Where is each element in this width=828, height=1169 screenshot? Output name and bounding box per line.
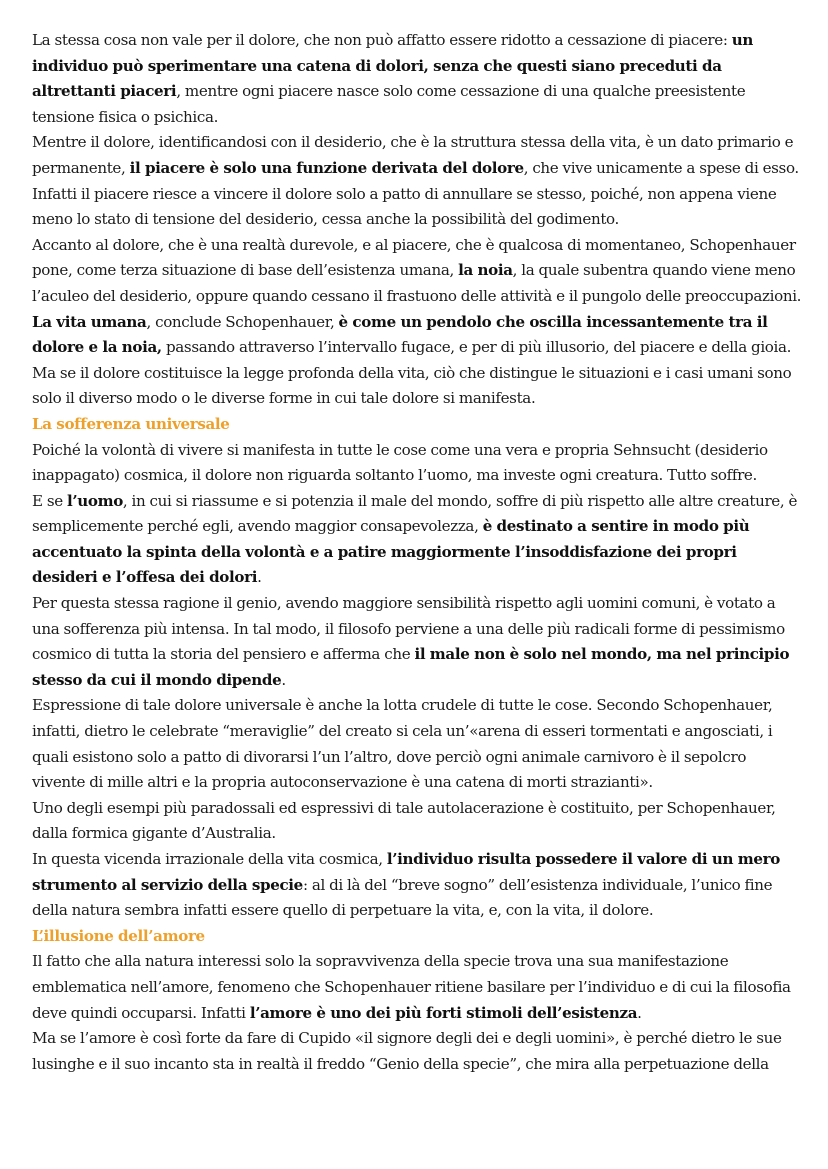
bold-text: La vita umana xyxy=(32,312,147,331)
text-run: In questa vicenda irrazionale della vita cosmica, xyxy=(32,850,387,868)
text-run: : al di là del “breve sogno” dell’esistenza individuale, l’unico fine della natura sembra infatti essere quello di perpetuare la vita, e, con la vita, il dolore. xyxy=(32,875,773,920)
bold-text: l’uomo xyxy=(66,491,123,510)
bold-text: l’individuo risulta possedere il valore di un mero strumento al servizio della specie xyxy=(32,850,780,894)
bold-text: la noia xyxy=(458,261,513,280)
text-run: Mentre il dolore, identificandosi con il desiderio, che è la struttura stessa della vita, è un dato primario e permanente, xyxy=(32,133,794,177)
text-run: Espressione di tale dolore universale è anche la lotta crudele di tutte le cose. Secondo Schopenhauer, infatti, dietro le celebrate “meraviglie” del creato si cela un’«arena di esseri tormentati e angosciati, i quali esistono solo a patto di divorarsi l’un l’altro, dove perciò ogni animale carnivoro è il sepolcro vivente di mille altri e la propria autoconservazione è una catena di morti strazianti». xyxy=(32,696,773,792)
paragraph xyxy=(32,489,802,591)
text-run: Per questa stessa ragione il genio, avendo maggiore sensibilità rispetto agli uomini comuni, è votato a una sofferenza più intensa. In tal modo, il filosofo perviene a una delle più radicali forme di pessimismo cosmico di tutta la storia del pensiero e afferma che xyxy=(32,594,785,664)
paragraph xyxy=(32,847,802,924)
text-run: Ma se il dolore costituisce la legge profonda della vita, ciò che distingue le situazioni e i casi umani sono solo il diverso modo o le diverse forme in cui tale dolore si manifesta. xyxy=(32,363,792,408)
bold-text: è come un pendolo che oscilla incessantemente tra il dolore e la noia, xyxy=(32,312,768,357)
text-run: , che vive unicamente a spese di esso. Infatti il piacere riesce a vincere il dolore solo a patto di annullare se stesso, poiché, non appena viene meno lo stato di tensione del desiderio, cessa anche la possibilità del godimento. xyxy=(32,158,799,229)
text-run: passando attraverso l’intervallo fugace, e per di più illusorio, del piacere e della gioia. xyxy=(161,338,792,357)
paragraph xyxy=(32,693,802,795)
paragraph xyxy=(32,28,802,130)
text-run: E se xyxy=(32,491,67,510)
paragraph xyxy=(32,130,802,232)
text-run: Ma se l’amore è così forte da fare di Cupido «il signore degli dei e degli uomini», è perché dietro le sue lusinghe e il suo incanto sta in realtà il freddo “Genio della specie”, che mira alla perpetuazione della xyxy=(32,1029,782,1073)
text-run: . xyxy=(637,1003,642,1022)
bold-text: è destinato a sentire in modo più accentuato la spinta della volontà e a patire maggiormente l’insoddisfazione dei propri desideri e l’offesa dei dolori xyxy=(32,517,750,587)
text-run: , conclude Schopenhauer, xyxy=(146,312,339,331)
text-run: , in cui si riassume e si potenzia il male del mondo, soffre di più rispetto alle altre creature, è semplicemente perché egli, avendo maggior consapevolezza, xyxy=(32,491,798,536)
paragraph xyxy=(32,361,802,412)
section-heading-sofferenza: La sofferenza universale xyxy=(32,414,230,433)
bold-text: il male non è solo nel mondo, ma nel principio stesso da cui il mondo dipende xyxy=(32,645,790,689)
bold-text: l’amore è uno dei più forti stimoli dell’esistenza xyxy=(249,1003,638,1022)
text-run: La stessa cosa non vale per il dolore, che non può affatto essere ridotto a cessazione di piacere: xyxy=(32,31,732,49)
section-heading-amore: L’illusione dell’amore xyxy=(32,926,205,945)
paragraph xyxy=(32,1026,802,1077)
text-run: , mentre ogni piacere nasce solo come cessazione di una qualche preesistente tensione fisica o psichica. xyxy=(32,82,746,126)
text-run: Poiché la volontà di vivere si manifesta in tutte le cose come una vera e propria Sehnsucht (desiderio inappagato) cosmica, il dolore non riguarda soltanto l’uomo, ma investe ogni creatura. Tutto soffre. xyxy=(32,440,768,485)
bold-text: il piacere è solo una funzione derivata del dolore xyxy=(129,158,524,177)
paragraph xyxy=(32,591,802,693)
text-run: , la quale subentra quando viene meno l’aculeo del desiderio, oppure quando cessano il frastuono delle attività e il pungolo delle preoccupazioni. xyxy=(32,261,802,305)
text-run: . xyxy=(257,568,262,587)
document-page xyxy=(32,28,802,1077)
paragraph xyxy=(32,233,802,361)
bold-text: un individuo può sperimentare una catena di dolori, senza che questi siano preceduti da altrettanti piaceri xyxy=(32,31,753,101)
paragraph xyxy=(32,796,802,847)
paragraph xyxy=(32,438,802,489)
text-run: Il fatto che alla natura interessi solo la sopravvivenza della specie trova una sua manifestazione emblematica nell’amore, fenomeno che Schopenhauer ritiene basilare per l’individuo e di cui la filosofia deve quindi occuparsi. Infatti xyxy=(32,952,791,1022)
paragraph xyxy=(32,949,802,1026)
text-run: Uno degli esempi più paradossali ed espressivi di tale autolacerazione è costituito, per Schopenhauer, dalla formica gigante d’Australia. xyxy=(32,798,776,843)
text-run: . xyxy=(281,670,286,689)
text-run: Accanto al dolore, che è una realtà durevole, e al piacere, che è qualcosa di momentaneo, Schopenhauer pone, come terza situazione di base dell’esistenza umana, xyxy=(32,235,796,280)
